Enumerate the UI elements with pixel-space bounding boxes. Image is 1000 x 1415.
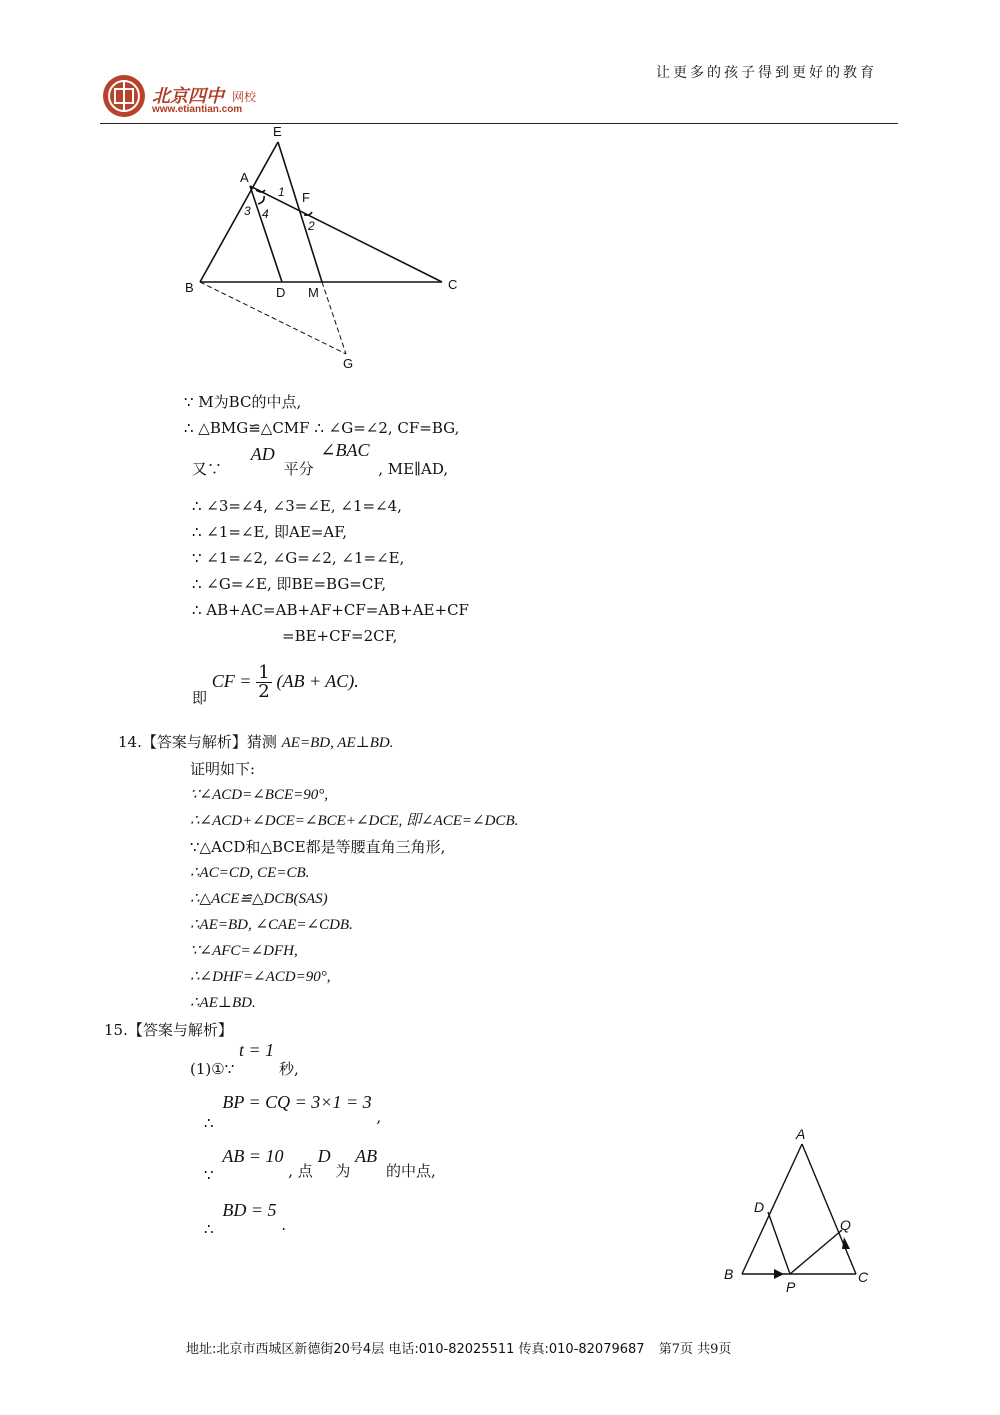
q15-line4: [204, 1200, 287, 1240]
q15-l3-mid2: 为: [335, 1162, 351, 1180]
arrow-b-to-p-icon: [774, 1269, 784, 1279]
label-d: D: [754, 1199, 765, 1215]
label-c: C: [858, 1269, 869, 1285]
line-pq: [790, 1230, 842, 1274]
label-b: B: [185, 280, 194, 295]
q15-l3-ab: AB: [355, 1146, 378, 1166]
proof13-l3-bac: ∠BAC: [320, 440, 370, 460]
logo-sub: 网校: [232, 90, 257, 104]
q14-line10: ∴AE⊥BD.: [190, 995, 256, 1011]
q15-l3-mid1: , 点: [288, 1162, 313, 1180]
q14-line5: ∴AC=CD, CE=CB.: [190, 865, 310, 881]
line-dp: [768, 1212, 790, 1274]
q15-l1-math: t = 1: [239, 1040, 275, 1060]
school-logo-icon: [100, 72, 148, 120]
figure-triangle-abc: [170, 120, 480, 375]
proof13-l10-lhs: CF =: [211, 670, 252, 691]
line-ac: [802, 1144, 856, 1274]
q14-line3: ∴∠ACD+∠DCE=∠BCE+∠DCE, 即∠ACE=∠DCB.: [190, 813, 519, 829]
line-mg-dashed: [322, 282, 346, 354]
proof13-line6: ∵ ∠1=∠2, ∠G=∠2, ∠1=∠E,: [192, 549, 405, 567]
q14-line7: ∴AE=BD, ∠CAE=∠CDB.: [190, 917, 353, 933]
q15-l4-sym: ∴: [204, 1220, 214, 1238]
q15-l4-math: BD = 5: [222, 1200, 277, 1220]
proof13-l3-pre: 又∵: [192, 460, 223, 478]
proof13-line9: =BE+CF=2CF,: [282, 627, 398, 645]
label-c: C: [448, 277, 458, 292]
line-ac: [250, 186, 442, 282]
q14-line4: ∵△ACD和△BCE都是等腰直角三角形,: [190, 838, 446, 856]
label-angle-3: 3: [244, 204, 251, 218]
footer-page-number: 第7页 共9页: [658, 1342, 732, 1357]
proof13-l3-post: , ME∥AD,: [378, 460, 449, 478]
label-f: F: [302, 190, 310, 205]
footer-address: 地址:北京市西城区新德街20号4层 电话:010-82025511 传真:010-82079687: [186, 1342, 645, 1357]
q15-line3: [204, 1146, 436, 1186]
q15-line1: [190, 1040, 299, 1076]
line-bg-dashed: [200, 282, 346, 354]
proof13-l10-pre: 即: [192, 688, 208, 707]
fraction-denominator: 2: [258, 681, 270, 702]
q15-l3-sym: ∵: [204, 1166, 214, 1184]
line-ab: [742, 1144, 802, 1274]
label-e: E: [273, 124, 282, 139]
q15-l4-post: .: [281, 1216, 287, 1234]
proof13-fraction: [256, 664, 271, 701]
proof13-l3-mid: 平分: [283, 460, 314, 478]
proof13-line7: ∴ ∠G=∠E, 即BE=BG=CF,: [192, 575, 387, 593]
proof13-l10-rhs: (AB + AC).: [276, 670, 359, 691]
proof13-line4: ∴ ∠3=∠4, ∠3=∠E, ∠1=∠4,: [192, 497, 402, 515]
q15-line2: [204, 1092, 382, 1132]
label-angle-4: 4: [262, 207, 269, 221]
fraction-numerator: 1: [258, 662, 270, 683]
q14-line2: ∵∠ACD=∠BCE=90°,: [190, 787, 329, 803]
q15-l3-math: AB = 10: [222, 1146, 284, 1166]
label-q: Q: [840, 1217, 851, 1233]
q15-head: 15.【答案与解析】: [104, 1021, 233, 1039]
q15-l1-post: 秒,: [278, 1060, 299, 1078]
label-a: A: [796, 1126, 806, 1142]
logo-name: 北京四中: [152, 86, 224, 107]
label-a: A: [240, 170, 249, 185]
label-m: M: [308, 285, 319, 300]
line-em: [278, 142, 322, 282]
proof13-l3-ad: AD: [250, 444, 275, 464]
proof13-line5: ∴ ∠1=∠E, 即AE=AF,: [192, 523, 348, 541]
q14-line1: 证明如下:: [190, 760, 256, 778]
q15-l1-pre: (1)①∵: [190, 1060, 235, 1078]
proof13-line2: ∴ △BMG≌△CMF ∴ ∠G=∠2, CF=BG,: [184, 419, 460, 437]
arrow-c-to-a-icon: [842, 1237, 850, 1249]
q15-l2-post: ,: [376, 1108, 382, 1126]
label-angle-1: 1: [278, 185, 285, 199]
label-angle-2: 2: [308, 219, 315, 233]
q15-l3-post: 的中点,: [385, 1162, 436, 1180]
label-b: B: [724, 1266, 734, 1282]
proof13-line3: [192, 440, 449, 488]
label-d: D: [276, 285, 286, 300]
angle-mark-4: [258, 196, 264, 204]
q14-line8: ∵∠AFC=∠DFH,: [190, 943, 298, 959]
figure-triangle-abc-moving-points: [716, 1124, 880, 1300]
q14-line9: ∴∠DHF=∠ACD=90°,: [190, 969, 331, 985]
proof13-line1: ∵ M为BC的中点,: [184, 393, 302, 411]
logo-url: www.etiantian.com: [152, 104, 243, 115]
label-p: P: [786, 1279, 796, 1295]
q14-head: [118, 732, 394, 753]
q15-l3-d: D: [317, 1146, 331, 1166]
q15-l2-sym: ∴: [204, 1114, 214, 1132]
header-slogan: 让更多的孩子得到更好的教育: [656, 65, 877, 81]
proof13-line8: ∴ AB+AC=AB+AF+CF=AB+AE+CF: [192, 601, 469, 619]
q14-guess: AE=BD, AE⊥BD.: [281, 735, 394, 751]
q15-l2-math: BP = CQ = 3×1 = 3: [222, 1092, 372, 1112]
proof13-line10: [192, 650, 359, 707]
q14-line6: ∴△ACE≌△DCB(SAS): [190, 891, 328, 907]
q14-head-text: 14.【答案与解析】猜测: [118, 733, 277, 751]
label-g: G: [343, 356, 354, 371]
footer: [186, 1338, 731, 1357]
